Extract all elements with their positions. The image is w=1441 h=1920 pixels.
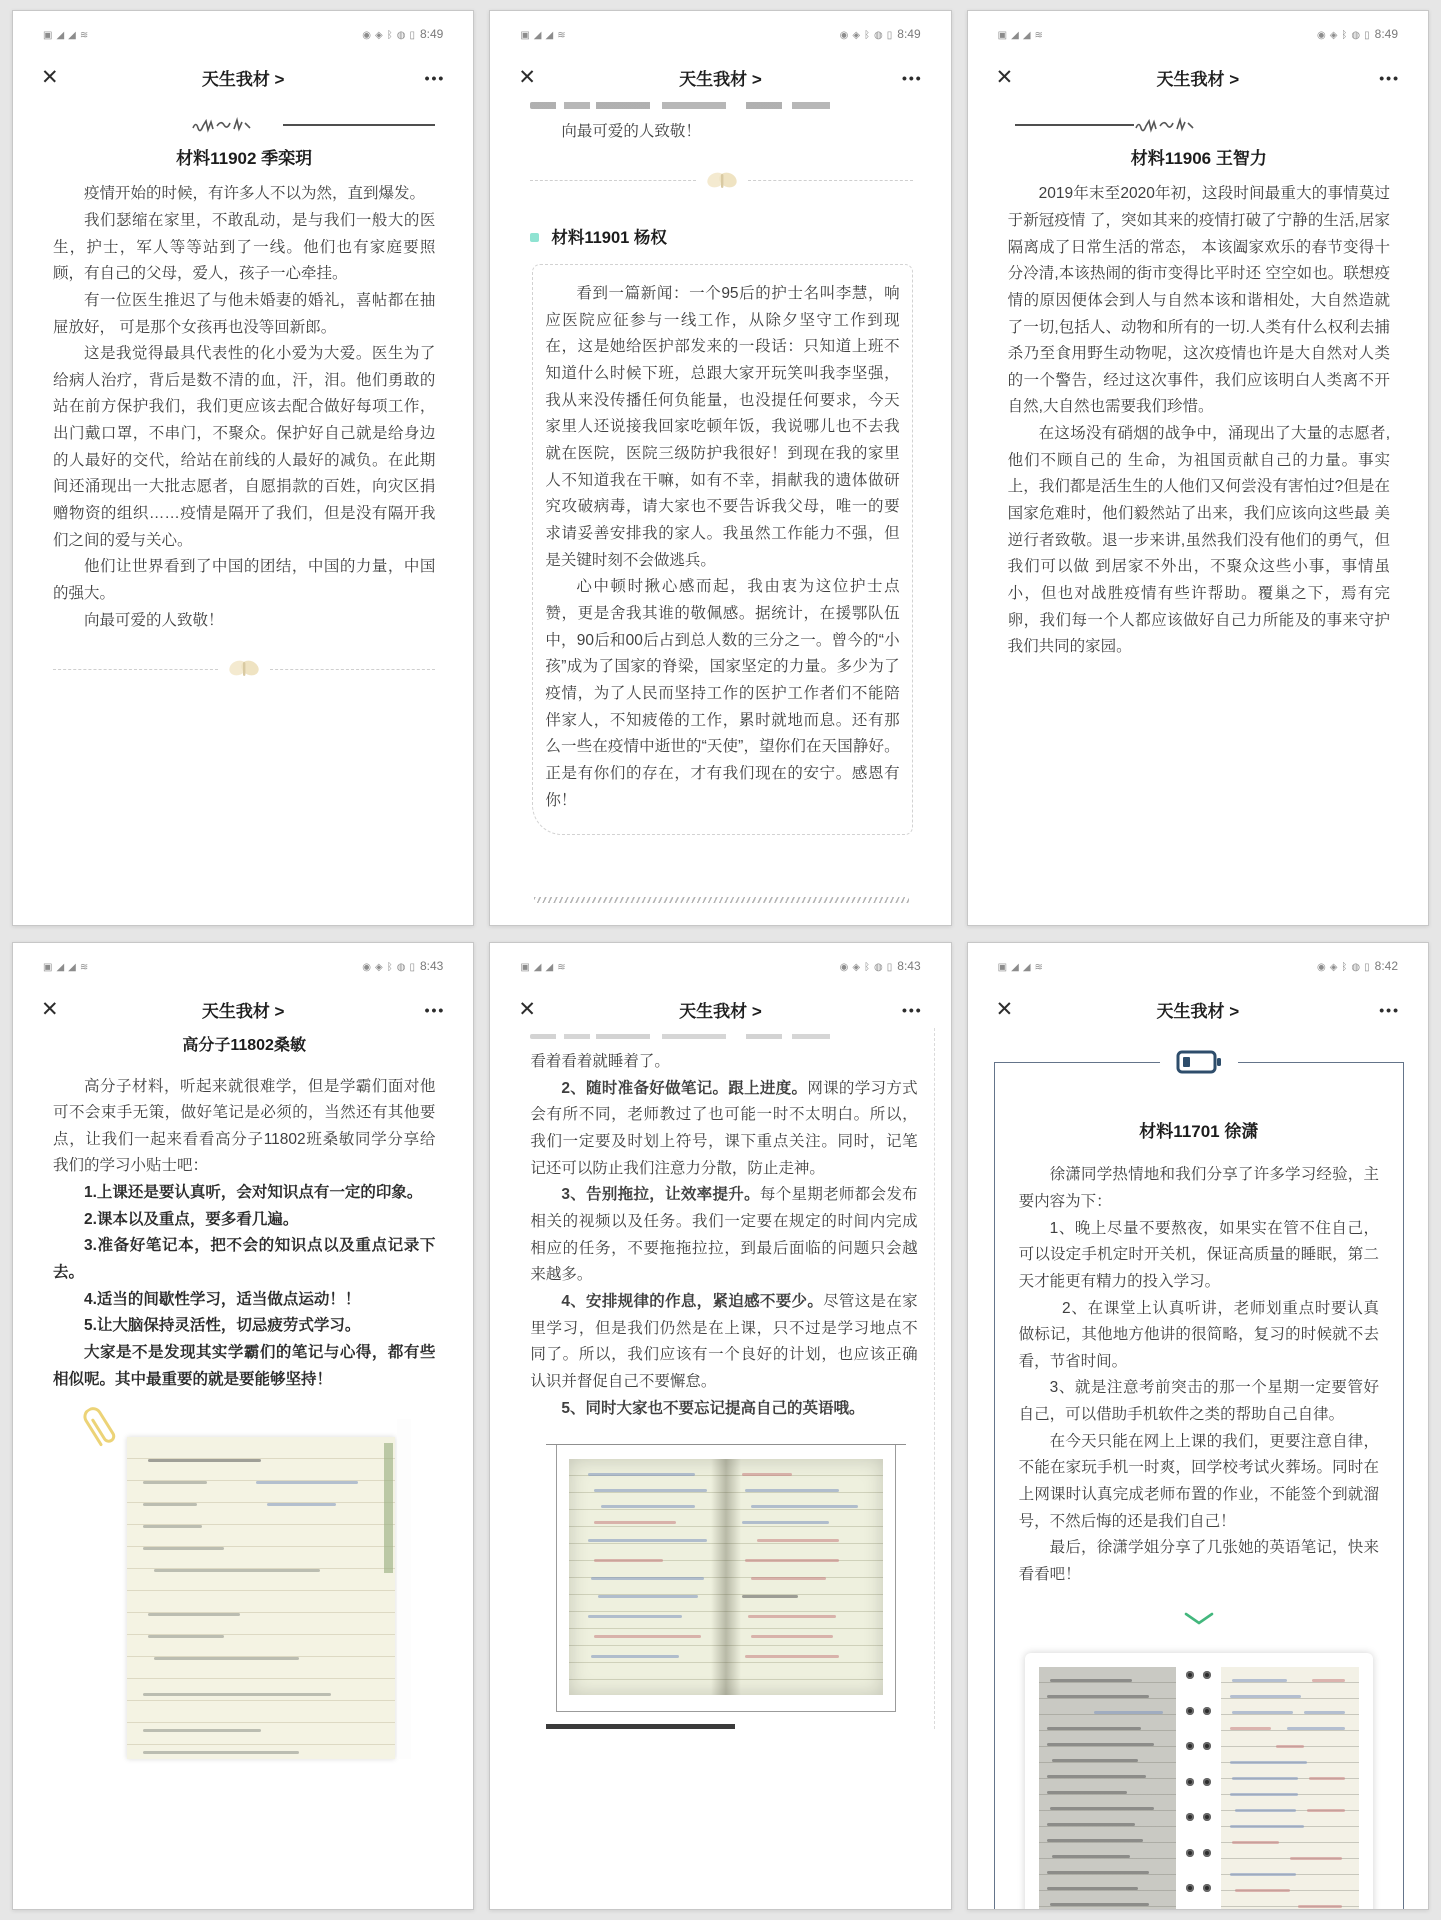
ink-flourish-divider <box>1008 116 1390 134</box>
open-notebook-photo <box>569 1459 882 1695</box>
chevron-down-icon[interactable] <box>1019 1609 1379 1636</box>
wifi-icon: ≋ <box>557 962 566 973</box>
section-title: 材料11901 杨权 <box>551 228 667 247</box>
sync-icon: ◍ <box>1351 962 1361 973</box>
shield-icon: ◈ <box>1329 30 1338 41</box>
sync-icon: ◍ <box>874 30 883 41</box>
sync-icon: ◍ <box>396 30 406 41</box>
nav-bar <box>968 975 1428 1028</box>
spiral-binding <box>1186 1667 1211 1910</box>
phone-screenshot-4 <box>12 942 474 1910</box>
status-bar <box>13 943 473 975</box>
item-rest: 尽管这是在家里学习，但是我们仍然是在上课，只不过是学习地点不同了。所以，我们应该有一个良好的计划，也应该正确认识并督促自己不要懈怠。 <box>530 1292 918 1390</box>
shield-icon: ◈ <box>1329 962 1338 973</box>
wifi-icon: ≋ <box>79 30 89 41</box>
signal-icon: ◢ <box>533 962 542 973</box>
battery-icon: ▯ <box>886 30 893 41</box>
item-lead: 4、安排规律的作息，紧迫感不要少。 <box>561 1292 824 1310</box>
status-icons-left <box>520 957 565 975</box>
phone-screenshot-6 <box>967 942 1429 1910</box>
sim-app-icon: ▣ <box>520 30 530 41</box>
tip-item: 3.准备好笔记本，把不会的知识点以及重点记录下去。 <box>53 1237 436 1282</box>
flourish-icon <box>191 117 283 133</box>
page-title[interactable]: 天生我材 > <box>679 70 762 89</box>
phone-screenshot-2 <box>489 10 951 926</box>
paragraph: 在这场没有硝烟的战争中，涌现出了大量的志愿者,他们不顾自己的 生命，为祖国贡献自己的力量。事实上，我们都是活生生的人他们又何尝没有害怕过?但是在国家危难时，他们毅然站了出来，我们应该向这些最 美逆行者致敬。退一步来讲,虽然我们没有他们的勇气，但我们可以做 到居家不外出，不聚众这些小事，事情虽小，但也对战胜疫情有些许帮助。覆巢之下，焉有完卵，我们每一个人都应该做好自己力所能及的事来守护我们共同的家园。 <box>1007 425 1390 656</box>
photo-frame-bar <box>546 1724 735 1729</box>
status-time: 8:42 <box>1374 959 1398 973</box>
close-icon[interactable]: ✕ <box>995 998 1014 1021</box>
status-icons-left <box>43 25 88 43</box>
more-menu-icon[interactable]: ••• <box>901 1001 923 1018</box>
status-time: 8:49 <box>419 27 444 41</box>
notes-page-left <box>1039 1667 1177 1910</box>
nav-bar <box>13 975 473 1028</box>
shield-icon: ◈ <box>375 962 383 973</box>
status-icons-right <box>362 957 443 975</box>
hatched-divider <box>534 897 908 903</box>
more-menu-icon[interactable]: ••• <box>1379 1001 1400 1018</box>
battery-divider-icon <box>1160 1049 1238 1075</box>
wifi-icon: ≋ <box>557 30 566 41</box>
notes-photo[interactable] <box>83 1419 411 1759</box>
eye-icon: ◉ <box>362 962 372 973</box>
signal-icon: ◢ <box>1011 962 1019 973</box>
section-header <box>530 224 912 252</box>
nav-bar <box>490 43 950 96</box>
flourish-icon <box>1134 117 1226 133</box>
paragraph: 他们让世界看到了中国的团结，中国的力量，中国的强大。 <box>53 558 436 603</box>
close-icon[interactable]: ✕ <box>41 66 59 89</box>
status-icons-left <box>998 25 1043 43</box>
signal-icon: ◢ <box>1011 30 1019 41</box>
notebook-cover-edge <box>384 1443 393 1573</box>
list-item: 2、在课堂上认真听讲，老师划重点时要认真做标记，其他地方他讲的很简略，复习的时候就不去看，节省时间。 <box>1018 1299 1379 1370</box>
butterfly-divider <box>530 168 912 194</box>
item-rest: 网课的学习方式会有所不同，老师教过了也可能一时不太明白。所以，我们一定要及时划上符号，课下重点关注。同时，记笔记还可以防止我们注意力分散，防止走神。 <box>530 1079 918 1177</box>
status-icons-left <box>998 957 1043 975</box>
article-body <box>13 96 473 682</box>
paragraph: 向最可爱的人致敬！ <box>84 611 224 629</box>
list-item <box>530 1076 917 1183</box>
status-time: 8:49 <box>1374 27 1398 41</box>
butterfly-icon <box>704 168 740 194</box>
closing-paragraph: 最后，徐潇学姐分享了几张她的英语笔记，快来看看吧！ <box>1018 1539 1379 1584</box>
article-body <box>968 96 1428 661</box>
sim-app-icon: ▣ <box>520 962 530 973</box>
item-rest: 每个星期老师都会发布相关的视频以及任务。我们一定要在规定的时间内完成相应的任务，不要拖拖拉拉，到最后面临的问题只会越来越多。 <box>530 1186 918 1284</box>
status-icons-right <box>1317 25 1398 43</box>
article-title: 材料11701 徐潇 <box>1139 1122 1259 1141</box>
phone-screenshot-5 <box>489 942 951 1910</box>
paragraph: 在今天只能在网上上课的我们，更要注意自律，不能在家玩手机一时爽，回学校考试火葬场。同时在上网课时认真完成老师布置的作业，不能签个到就溜号，不然后悔的还是我们自己！ <box>1018 1432 1379 1530</box>
status-bar <box>490 11 950 43</box>
paragraph: 心中顿时揪心感而起，我由衷为这位护士点赞，更是舍我其谁的敬佩感。据统计，在援鄂队伍中，90后和00后占到总人数的三分之一。曾今的“小孩”成为了国家的脊梁，国家坚定的力量。多少为了疫情，为了人民而坚持工作的医护工作者们不能陪伴家人，不知疲倦的工作，累时就地而息。还有那么一些在疫情中逝世的“天使”，望你们在天国静好。正是有你们的存在，才有我们现在的安宁。感恩有你！ <box>545 578 900 809</box>
tip-item: 5.让大脑保持灵活性，切忌疲劳式学习。 <box>84 1317 361 1335</box>
status-icons-right <box>362 25 443 43</box>
list-item <box>530 1396 917 1423</box>
sync-icon: ◍ <box>1351 30 1361 41</box>
more-menu-icon[interactable]: ••• <box>901 69 923 86</box>
clipped-text-row <box>530 102 912 109</box>
paragraph: 高分子材料，听起来就很难学，但是学霸们面对他可不会束手无策，做好笔记是必须的，当然还有其他要点，让我们一起来看看高分子11802班桑敏同学分享给我们的学习小贴士吧： <box>53 1077 436 1175</box>
eye-icon: ◉ <box>839 962 849 973</box>
article-body <box>490 96 950 903</box>
list-item: 1、晚上尽量不要熬夜，如果实在管不住自己，可以设定手机定时开关机，保证高质量的睡眠，第二天才能更有精力的投入学习。 <box>1018 1219 1379 1290</box>
bluetooth-icon: ᛒ <box>864 30 871 41</box>
bluetooth-icon: ᛒ <box>386 30 393 41</box>
status-time: 8:49 <box>897 27 921 41</box>
notes-photo[interactable] <box>554 1444 897 1729</box>
article-title: 材料11902 季栾玥 <box>176 149 313 168</box>
phone-screenshot-3 <box>967 10 1429 926</box>
eye-icon: ◉ <box>362 30 372 41</box>
sim-app-icon: ▣ <box>43 30 53 41</box>
page-title[interactable]: 天生我材 > <box>1156 1002 1240 1021</box>
paragraph: 看着看着就睡着了。 <box>530 1053 670 1070</box>
page-edge <box>397 1419 411 1759</box>
close-icon[interactable]: ✕ <box>995 66 1014 89</box>
page-title[interactable]: 天生我材 > <box>1156 70 1240 89</box>
status-icons-right <box>1317 957 1398 975</box>
battery-icon: ▯ <box>1364 30 1370 41</box>
close-icon[interactable]: ✕ <box>41 998 59 1021</box>
framed-article-box <box>994 1062 1404 1910</box>
sim-app-icon: ▣ <box>43 962 53 973</box>
status-time: 8:43 <box>897 959 921 973</box>
list-item <box>530 1182 917 1289</box>
phone-screenshot-1 <box>12 10 474 926</box>
article-title: 高分子11802桑敏 <box>182 1037 306 1054</box>
tip-item: 1.上课还是要认真听，会对知识点有一定的印象。 <box>84 1184 423 1202</box>
battery-icon: ▯ <box>886 962 893 973</box>
wifi-icon: ≋ <box>79 962 89 973</box>
status-time: 8:43 <box>419 959 444 973</box>
article-title: 材料11906 王智力 <box>1130 149 1267 168</box>
status-bar <box>13 11 473 43</box>
signal-icon: ◢ <box>545 962 554 973</box>
nav-bar <box>968 43 1428 96</box>
status-icons-right <box>840 957 921 975</box>
bluetooth-icon: ᛒ <box>1341 30 1348 41</box>
paragraph: 有一位医生推迟了与他未婚妻的婚礼，喜帖都在抽屉放好， 可是那个女孩再也没等回新郎。 <box>53 291 436 336</box>
signal-icon: ◢ <box>68 30 76 41</box>
handwritten-notes-page <box>127 1437 395 1759</box>
paragraph: 这是我觉得最具代表性的化小爱为大爱。医生为了给病人治疗，背后是数不清的血，汗，泪。他们勇敢的站在前方保护我们，我们更应该去配合做好每项工作，出门戴口罩，不串门，不聚众。保护好自己就是给身边的人最好的交代，给站在前线的人最好的减负。在此期间还涌现出一大批志愿者，自愿捐款的百姓，向灾区捐赠物资的组织……疫情是隔开了我们，但是没有隔开我们之间的爱与关心。 <box>53 345 436 549</box>
bluetooth-icon: ᛒ <box>1341 962 1348 973</box>
paragraph: 向最可爱的人致敬！ <box>561 123 701 140</box>
signal-icon: ◢ <box>56 962 65 973</box>
bluetooth-icon: ᛒ <box>386 962 393 973</box>
butterfly-divider <box>53 656 435 682</box>
signal-icon: ◢ <box>1022 30 1031 41</box>
nav-bar <box>13 43 473 96</box>
close-icon[interactable]: ✕ <box>518 66 536 89</box>
sim-app-icon: ▣ <box>997 962 1008 973</box>
sync-icon: ◍ <box>396 962 406 973</box>
notes-page-right <box>1221 1667 1359 1910</box>
status-icons-left <box>43 957 88 975</box>
bluetooth-icon: ᛒ <box>864 962 871 973</box>
sync-icon: ◍ <box>874 962 883 973</box>
nav-bar <box>490 975 950 1028</box>
article-body <box>13 1028 473 1759</box>
paragraph: 疫情开始的时候，有许多人不以为然，直到爆发。 <box>84 185 426 203</box>
battery-icon: ▯ <box>409 30 415 41</box>
status-icons-left <box>520 25 565 43</box>
more-menu-icon[interactable]: ••• <box>424 69 446 86</box>
item-lead: 3、告别拖拉，让效率提升。 <box>561 1186 760 1204</box>
article-body <box>490 1028 934 1729</box>
butterfly-icon <box>226 656 262 682</box>
more-menu-icon[interactable]: ••• <box>424 1001 446 1018</box>
shield-icon: ◈ <box>852 30 861 41</box>
status-bar <box>968 943 1428 975</box>
list-item: 3、就是注意考前突击的那一个星期一定要管好自己，可以借助手机软件之类的帮助自己自律。 <box>1018 1379 1379 1424</box>
clipped-text-row <box>530 1034 917 1039</box>
status-bar <box>490 943 950 975</box>
wifi-icon: ≋ <box>1034 962 1043 973</box>
closing-paragraph: 大家是不是发现其实学霸们的笔记与心得，都有些相似呢。其中最重要的就是要能够坚持！ <box>53 1344 436 1388</box>
battery-icon: ▯ <box>1364 962 1370 973</box>
signal-icon: ◢ <box>545 30 554 41</box>
quoted-article-box <box>532 264 912 835</box>
status-bar <box>968 11 1428 43</box>
notes-photo[interactable] <box>1025 1653 1373 1910</box>
page-title[interactable]: 天生我材 > <box>679 1002 762 1021</box>
paragraph: 徐潇同学热情地和我们分享了许多学习经验，主要内容为下： <box>1018 1166 1379 1210</box>
shield-icon: ◈ <box>375 30 383 41</box>
signal-icon: ◢ <box>56 30 65 41</box>
paperclip-icon <box>80 1401 133 1464</box>
paragraph: 2019年末至2020年初，这段时间最重大的事情莫过于新冠疫情 了，突如其来的疫情打破了宁静的生活,居家隔离成了日常生活的常态， 本该阖家欢乐的春节变得十分冷清,本该热闹的街市变得比平时还 空空如也。联想疫情的原因便体会到人与自然本该和谐相处，大自然造就了一切,包括人、动物和所有的一切.人类有什么权利去捕杀乃至食用野生动物呢，这次疫情也许是大自然对人类的一个警告，经过这次事件，我们应该明白人类离不开自然,大自然也需要我们珍惜。 <box>1007 185 1390 416</box>
item-lead: 2、随时准备好做笔记。跟上进度。 <box>561 1079 808 1097</box>
bullet-square-icon <box>530 233 539 242</box>
close-icon[interactable]: ✕ <box>518 998 536 1021</box>
page-title[interactable]: 天生我材 > <box>201 1002 285 1021</box>
status-icons-right <box>840 25 921 43</box>
signal-icon: ◢ <box>68 962 76 973</box>
wifi-icon: ≋ <box>1034 30 1043 41</box>
signal-icon: ◢ <box>1022 962 1031 973</box>
article-body <box>1015 1117 1383 1910</box>
paragraph: 看到一篇新闻：一个95后的护士名叫李慧，响应医院应征参与一线工作，从除夕坚守工作到现在，这是她给医护部发来的一段话：只知道上班不知道什么时候下班，总跟大家开玩笑叫我李坚强，我从来没传播任何负能量，也没提任何要求，今天家里人还说接我回家吃顿年饭，我说哪儿也不去我就在医院，医院三级防护我很好！到现在我的家里人不知道我在干嘛，如有不幸，捐献我的遗体做研究攻破病毒，请大家也不要告诉我父母，唯一的要求请妥善安排我的家人。我虽然工作能力不强，但是关键时刻不会做逃兵。 <box>545 285 900 569</box>
photo-frame <box>556 1445 895 1712</box>
eye-icon: ◉ <box>1316 962 1326 973</box>
signal-icon: ◢ <box>533 30 542 41</box>
shield-icon: ◈ <box>852 962 861 973</box>
list-item <box>530 1289 917 1396</box>
item-lead: 5、同时大家也不要忘记提高自己的英语哦。 <box>561 1399 865 1417</box>
tip-item: 2.课本以及重点，要多看几遍。 <box>84 1210 299 1228</box>
eye-icon: ◉ <box>839 30 849 41</box>
sim-app-icon: ▣ <box>997 30 1008 41</box>
eye-icon: ◉ <box>1316 30 1326 41</box>
tip-item: 4.适当的间歇性学习，适当做点运动！！ <box>84 1290 361 1308</box>
battery-icon: ▯ <box>409 962 415 973</box>
ink-flourish-divider <box>53 116 435 134</box>
page-title[interactable]: 天生我材 > <box>201 70 285 89</box>
more-menu-icon[interactable]: ••• <box>1379 69 1400 86</box>
paragraph: 我们瑟缩在家里，不敢乱动，是与我们一般大的医生，护士，军人等等站到了一线。他们也有家庭要照顾，有自己的父母，爱人，孩子一心牵挂。 <box>53 211 436 283</box>
